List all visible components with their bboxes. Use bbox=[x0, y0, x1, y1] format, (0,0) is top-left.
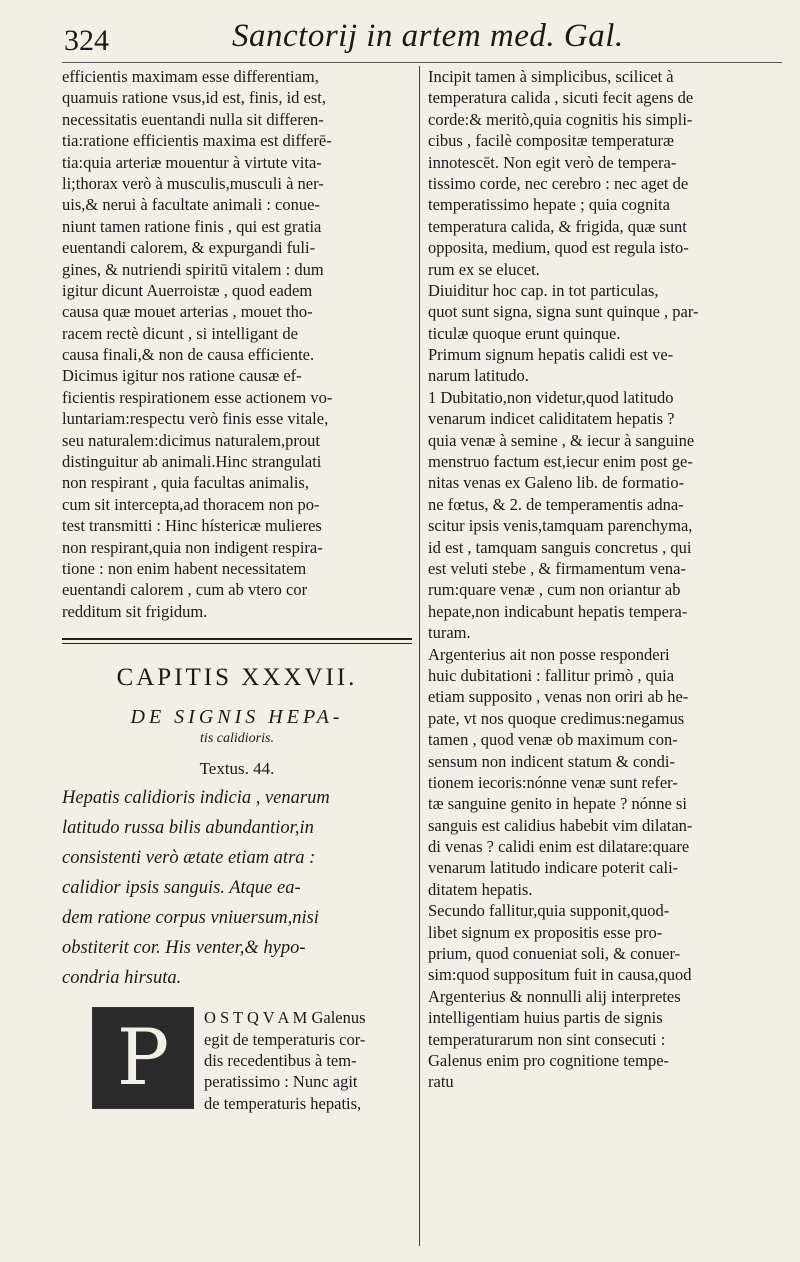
text-line: 1 Dubitatio,non videtur,quod latitudo bbox=[428, 387, 674, 407]
text-line: obstiterit cor. His venter,& hypo- bbox=[62, 938, 306, 959]
text-line: de temperaturis hepatis, bbox=[204, 1093, 362, 1113]
text-line: id est , tamquam sanguis concretus , qui bbox=[428, 537, 692, 557]
right-column bbox=[428, 66, 778, 1093]
text-line: opposita, medium, quod est regula isto- bbox=[428, 238, 689, 258]
left-column bbox=[62, 66, 412, 1114]
text-line: euentandi calorem, & expurgandi fuli- bbox=[62, 238, 316, 258]
text-line: niunt tamen ratione finis , qui est gratia bbox=[62, 216, 322, 236]
text-line: narum latitudo. bbox=[428, 366, 529, 386]
right-text-block bbox=[428, 66, 778, 1093]
text-line: rum:quare venæ , cum non oriantur ab bbox=[428, 580, 681, 600]
text-line: necessitatis euentandi nulla sit differen- bbox=[62, 109, 324, 129]
chapter-subtitle-2: tis calidioris. bbox=[200, 731, 274, 747]
text-line: cibus , facilè compositæ temperaturæ bbox=[428, 131, 675, 151]
running-head: Sanctorij in artem med. Gal. bbox=[232, 18, 624, 54]
text-line: tia:quia arteriæ mouentur à virtute vita- bbox=[62, 152, 322, 172]
text-line: Argenterius ait non posse responderi bbox=[428, 644, 670, 664]
text-line: egit de temperaturis cor- bbox=[204, 1029, 366, 1049]
text-line: dem ratione corpus vniuersum,nisi bbox=[62, 908, 319, 929]
text-line: di venas ? calidi enim est dilatare:quare bbox=[428, 837, 690, 857]
text-line: huic dubitationi : fallitur primò , quia bbox=[428, 665, 675, 685]
text-line: est veluti stebe , & firmamentum vena- bbox=[428, 558, 686, 578]
text-line: quamuis ratione vsus,id est, finis, id est, bbox=[62, 88, 326, 108]
chapter-subtitle: DE SIGNIS HEPA- bbox=[130, 706, 344, 729]
text-line: tamen , quod venæ ob maximum con- bbox=[428, 730, 678, 750]
dropcap-initial: P bbox=[92, 1007, 194, 1109]
text-line: rum ex se elucet. bbox=[428, 259, 540, 279]
text-line: Diuiditur hoc cap. in tot particulas, bbox=[428, 280, 659, 300]
dropcap-paragraph bbox=[62, 1007, 412, 1114]
text-line: tæ sanguine genito in hepate ? nónne si bbox=[428, 794, 687, 814]
text-line: hepate,non indicabunt hepatis tempera- bbox=[428, 601, 688, 621]
text-line: temperatissimo hepate ; quia cognita bbox=[428, 195, 670, 215]
text-line: efficientis maximam esse differentiam, bbox=[62, 67, 319, 86]
text-line: racem rectè dicunt , si intelligant de bbox=[62, 323, 298, 343]
text-line: luntariam:respectu verò finis esse vitale, bbox=[62, 409, 329, 429]
text-line: cum sit intercepta,ad thoracem non po- bbox=[62, 494, 320, 514]
text-line: turam. bbox=[428, 623, 471, 643]
text-line: sensum non indicent statum & condi- bbox=[428, 751, 676, 771]
left-text-block bbox=[62, 66, 412, 622]
text-line: tia:ratione efficientis maxima est differē- bbox=[62, 131, 332, 151]
text-line: dis recedentibus à tem- bbox=[204, 1050, 357, 1070]
text-line: quot sunt signa, signa sunt quinque , par- bbox=[428, 302, 699, 322]
text-line: temperatura calida , sicuti fecit agens de bbox=[428, 88, 694, 108]
text-line: ne fœtus, & 2. de temperamentis adna- bbox=[428, 494, 684, 514]
text-line: ratu bbox=[428, 1072, 454, 1092]
chapter-title: CAPITIS XXXVII. bbox=[116, 664, 358, 692]
text-line: Secundo fallitur,quia supponit,quod- bbox=[428, 901, 670, 921]
textus-label: Textus. 44. bbox=[199, 759, 275, 779]
text-line: venarum indicet caliditatem hepatis ? bbox=[428, 409, 675, 429]
text-line: prium, quod conueniat soli, & conuer- bbox=[428, 944, 681, 964]
text-line: corde:& meritò,quia cognitis his simpli- bbox=[428, 109, 693, 129]
text-line: temperaturarum non sint consecuti : bbox=[428, 1029, 666, 1049]
text-line: sim:quod suppositum fuit in causa,quod bbox=[428, 965, 692, 985]
text-line: Argenterius & nonnulli alij interpretes bbox=[428, 986, 681, 1006]
text-line: quia venæ à semine , & iecur à sanguine bbox=[428, 430, 695, 450]
text-line: pate, vt nos quoque credimus:negamus bbox=[428, 708, 685, 728]
text-line: tione : non enim habent necessitatem bbox=[62, 558, 307, 578]
page-number: 324 bbox=[64, 24, 109, 57]
text-line: O S T Q V A M Galenus bbox=[204, 1008, 366, 1028]
text-line: igitur dicunt Auerroistæ , quod eadem bbox=[62, 280, 313, 300]
text-line: intelligentiam huius partis de signis bbox=[428, 1008, 663, 1028]
text-line: Dicimus igitur nos ratione causæ ef- bbox=[62, 366, 302, 386]
text-line: ticulæ quoque erunt quinque. bbox=[428, 323, 621, 343]
text-line: tionem iecoris:nónne venæ sunt refer- bbox=[428, 772, 678, 792]
text-line: Primum signum hepatis calidi est ve- bbox=[428, 345, 674, 365]
text-line: menstruo factum est,iecur enim post ge- bbox=[428, 452, 693, 472]
text-line: etiam supposito , venas non oriri ab he- bbox=[428, 687, 689, 707]
text-line: peratissimo : Nunc agit bbox=[204, 1072, 358, 1092]
text-line: gines, & nutriendi spiritū vitalem : dum bbox=[62, 259, 324, 279]
text-line: euentandi calorem , cum ab vtero cor bbox=[62, 580, 308, 600]
text-line: ditatem hepatis. bbox=[428, 879, 533, 899]
text-line: venarum latitudo indicare poterit cali- bbox=[428, 858, 679, 878]
text-line: sanguis est calidius habebit vim dilatan- bbox=[428, 815, 693, 835]
text-line: causa finali,& non de causa efficiente. bbox=[62, 345, 315, 365]
text-line: consistenti verò ætate etiam atra : bbox=[62, 848, 316, 869]
text-line: Galenus enim pro cognitione tempe- bbox=[428, 1050, 670, 1070]
text-line: tissimo corde, nec cerebro : nec aget de bbox=[428, 173, 689, 193]
header-rule bbox=[62, 62, 782, 63]
chapter-separator bbox=[62, 638, 412, 644]
text-line: non respirant,quia non indigent respira- bbox=[62, 537, 323, 557]
text-line: condria hirsuta. bbox=[62, 968, 182, 989]
text-line: innotescēt. Non egit verò de tempera- bbox=[428, 152, 677, 172]
text-line: Incipit tamen à simplicibus, scilicet à bbox=[428, 67, 674, 86]
text-line: seu naturalem:dicimus naturalem,prout bbox=[62, 430, 320, 450]
text-line: libet signum ex propositis esse pro- bbox=[428, 922, 663, 942]
text-line: non respirant , quia facultas animalis, bbox=[62, 473, 309, 493]
text-line: nitas venas ex Galeno lib. de formatio- bbox=[428, 473, 685, 493]
column-divider bbox=[419, 66, 420, 1246]
text-line: causa quæ mouet arterias , mouet tho- bbox=[62, 302, 313, 322]
text-line: Hepatis calidioris indicia , venarum bbox=[62, 788, 330, 809]
text-line: distinguitur ab animali.Hinc strangulati bbox=[62, 452, 322, 472]
text-line: calidior ipsis sanguis. Atque ea- bbox=[62, 878, 301, 899]
text-line: test transmitti : Hinc hístericæ mulieres bbox=[62, 516, 322, 536]
text-line: redditum sit frigidum. bbox=[62, 601, 208, 621]
text-line: temperatura calida, & frigida, quæ sunt bbox=[428, 216, 687, 236]
text-line: li;thorax verò à musculis,musculi à ner- bbox=[62, 173, 324, 193]
text-line: latitudo russa bilis abundantior,in bbox=[62, 818, 314, 839]
text-line: scitur ipsis venis,tamquam parenchyma, bbox=[428, 516, 693, 536]
text-line: uis,& nerui à facultate animali : conue- bbox=[62, 195, 320, 215]
textus-block bbox=[62, 783, 412, 993]
text-line: ficientis respirationem esse actionem vo- bbox=[62, 387, 333, 407]
